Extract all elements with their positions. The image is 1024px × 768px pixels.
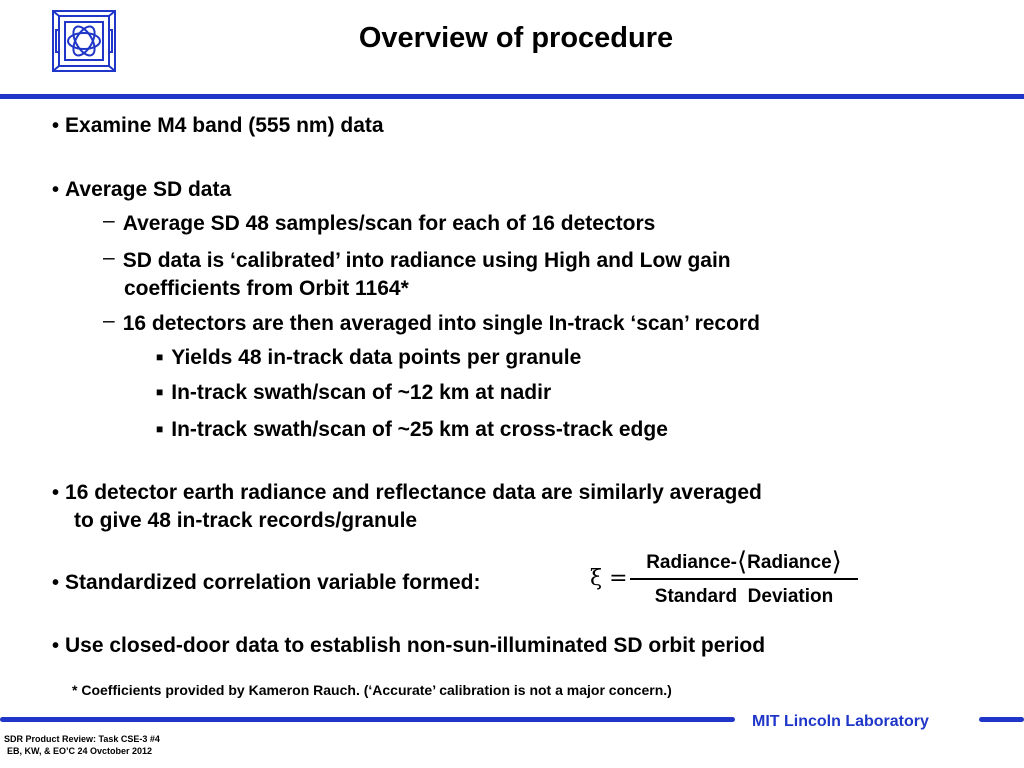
bullet-text: Examine M4 band (555 nm) data <box>65 114 384 137</box>
formula-denominator: Standard Deviation <box>654 586 834 607</box>
bullet-text: Average SD 48 samples/scan for each of 16 detectors <box>122 212 656 235</box>
bullet-marker: • <box>52 482 60 504</box>
title-divider <box>0 94 1024 99</box>
bullet-closed-door <box>52 634 765 658</box>
sub-bullet-average-samples <box>103 209 656 236</box>
bullet-text: In-track swath/scan of ~25 km at cross-track edge <box>171 418 668 441</box>
square-marker: ■ <box>156 422 164 436</box>
bullet-examine-m4 <box>52 114 384 138</box>
bullet-standardized-correlation <box>52 571 480 595</box>
correlation-formula <box>590 548 870 612</box>
bullet-marker: • <box>52 635 60 657</box>
numerator-inner: Radiance <box>747 552 832 573</box>
bullet-marker: • <box>52 115 60 137</box>
dash-marker: – <box>103 209 115 232</box>
formula-numerator <box>630 548 858 576</box>
angle-bracket-close: ⟩ <box>831 547 842 577</box>
bullet-text: SD data is ‘calibrated’ into radiance using High and Low gain <box>122 249 731 272</box>
slide-meta-line2: EB, KW, & EO’C 24 Ovctober 2012 <box>7 746 153 756</box>
bullet-text: 16 detectors are then averaged into single In-track ‘scan’ record <box>122 312 760 335</box>
bullet-earth-radiance <box>52 481 762 505</box>
bullet-text: Yields 48 in-track data points per granule <box>171 346 582 369</box>
footer-divider-right <box>979 717 1024 722</box>
sub-sub-bullet-swath-edge <box>156 418 668 442</box>
bullet-text: Standardized correlation variable formed: <box>65 571 481 594</box>
footnote: * Coefficients provided by Kameron Rauch. (‘Accurate’ calibration is not a major concern.) <box>72 682 672 698</box>
angle-bracket-open: ⟨ <box>737 547 748 577</box>
slide-meta-line1: SDR Product Review: Task CSE-3 #4 <box>4 734 160 744</box>
bullet-text: 16 detector earth radiance and reflectance data are similarly averaged <box>65 481 762 504</box>
bullet-marker: • <box>52 179 60 201</box>
bullet-marker: • <box>52 572 60 594</box>
formula-fraction <box>630 548 858 610</box>
sub-sub-bullet-swath-nadir <box>156 381 551 405</box>
bullet-text: In-track swath/scan of ~12 km at nadir <box>171 381 552 404</box>
fraction-bar <box>630 578 858 580</box>
sub-sub-bullet-yields <box>156 346 581 370</box>
sub-bullet-calibrated <box>103 246 731 273</box>
slide-title: Overview of procedure <box>358 22 674 54</box>
sub-bullet-detectors-averaged <box>103 309 760 336</box>
formula-symbol: ξ = <box>590 566 628 591</box>
numerator-left: Radiance- <box>646 552 737 573</box>
slide-meta <box>4 733 160 757</box>
bullet-average-sd <box>52 178 231 202</box>
dash-marker: – <box>103 246 115 269</box>
lab-name: MIT Lincoln Laboratory <box>752 713 929 730</box>
square-marker: ■ <box>156 385 164 399</box>
bullet-text: Average SD data <box>65 178 232 201</box>
sub-bullet-calibrated-continued: coefficients from Orbit 1164* <box>124 277 409 300</box>
bullet-text: Use closed-door data to establish non-sun-illuminated SD orbit period <box>65 634 766 657</box>
square-marker: ■ <box>156 350 164 364</box>
bullet-earth-radiance-continued: to give 48 in-track records/granule <box>74 509 418 532</box>
dash-marker: – <box>103 309 115 332</box>
footer-divider-left <box>0 717 735 722</box>
